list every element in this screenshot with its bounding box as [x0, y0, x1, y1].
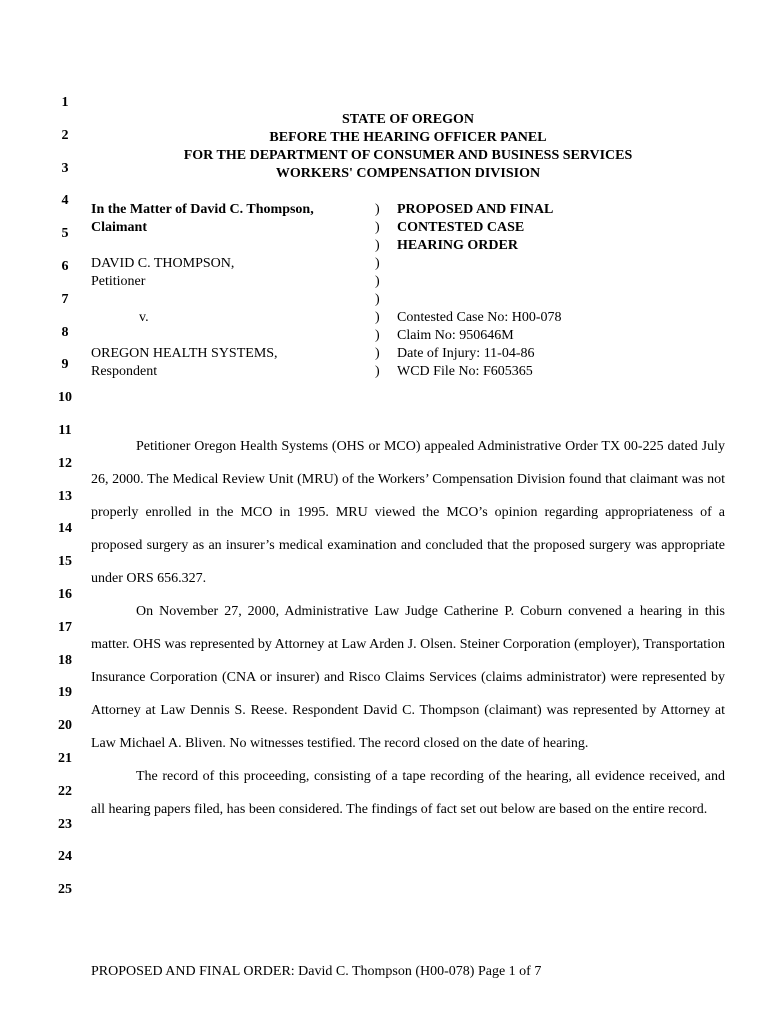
line-number: 3	[61, 161, 69, 176]
header-division: WORKERS' COMPENSATION DIVISION	[275, 166, 541, 181]
line-number: 19	[58, 685, 72, 700]
line-number: 4	[61, 193, 69, 208]
paren: )	[375, 310, 380, 325]
page-footer: PROPOSED AND FINAL ORDER: David C. Thompson (H00-078) Page 1 of 7	[91, 964, 542, 979]
line-number: 24	[58, 849, 72, 864]
line-number: 25	[58, 882, 72, 897]
order-title-line2: CONTESTED CASE	[397, 220, 525, 235]
header-state: STATE OF OREGON	[342, 112, 474, 127]
paren: )	[375, 202, 380, 217]
line-number: 2	[61, 128, 69, 143]
order-title-line3: HEARING ORDER	[397, 238, 518, 253]
line-number: 5	[61, 226, 69, 241]
line-number: 20	[58, 718, 72, 733]
claim-number: Claim No: 950646M	[397, 328, 514, 343]
caption-order-info	[397, 201, 727, 381]
paren: )	[375, 238, 380, 253]
respondent-name: OREGON HEALTH SYSTEMS,	[91, 346, 278, 361]
line-number: 17	[58, 620, 72, 635]
line-number: 14	[58, 521, 72, 536]
line-number: 9	[61, 357, 69, 372]
paren: )	[375, 256, 380, 271]
line-number: 23	[58, 817, 72, 832]
paragraph: Petitioner Oregon Health Systems (OHS or MCO) appealed Administrative Order TX 00-225 dated July 26, 2000. The Medical Review Unit (MRU) of the Workers’ Compensation Division found that claimant was not properly enrolled in the MCO in 1995. MRU viewed the MCO’s opinion regarding appropriateness of a proposed surgery as an insurer’s medical examination and concluded that the proposed surgery was appropriate under ORS 656.327.	[91, 439, 725, 586]
petitioner-role: Petitioner	[91, 274, 146, 289]
line-number: 7	[61, 292, 69, 307]
caption-parentheses	[375, 201, 385, 381]
line-number: 6	[61, 259, 69, 274]
case-number: Contested Case No: H00-078	[397, 310, 562, 325]
respondent-role: Respondent	[91, 364, 158, 379]
line-number: 21	[58, 751, 72, 766]
injury-date: Date of Injury: 11-04-86	[397, 346, 535, 361]
line-number: 10	[58, 390, 72, 405]
line-number: 16	[58, 587, 72, 602]
wcd-file-number: WCD File No: F605365	[397, 364, 533, 379]
caption-parties	[91, 201, 361, 381]
paren: )	[375, 274, 380, 289]
claimant-label: Claimant	[91, 220, 147, 235]
line-number: 22	[58, 784, 72, 799]
line-number: 13	[58, 489, 72, 504]
paren: )	[375, 364, 380, 379]
order-title-line1: PROPOSED AND FINAL	[397, 202, 554, 217]
paren: )	[375, 346, 380, 361]
document-header	[91, 111, 725, 183]
versus: v.	[139, 310, 149, 325]
paren: )	[375, 292, 380, 307]
line-number: 18	[58, 653, 72, 668]
matter-line: In the Matter of David C. Thompson,	[91, 202, 314, 217]
line-number: 12	[58, 456, 72, 471]
paren: )	[375, 220, 380, 235]
paragraph: The record of this proceeding, consisting of a tape recording of the hearing, all evidence received, and all hearing papers filed, has been considered. The findings of fact set out below are based on the entire record.	[91, 769, 725, 817]
header-panel: BEFORE THE HEARING OFFICER PANEL	[269, 130, 547, 145]
paragraph: On November 27, 2000, Administrative Law Judge Catherine P. Coburn convened a hearing in this matter. OHS was represented by Attorney at Law Arden J. Olsen. Steiner Corporation (employer), Transportation Insurance Corporation (CNA or insurer) and Risco Claims Services (claims administrator) were represented by Attorney at Law Dennis S. Reese. Respondent David C. Thompson (claimant) was represented by Attorney at Law Michael A. Bliven. No witnesses testified. The record closed on the date of hearing.	[91, 604, 725, 751]
paren: )	[375, 328, 380, 343]
petitioner-name: DAVID C. THOMPSON,	[91, 256, 235, 271]
line-number: 15	[58, 554, 72, 569]
line-number: 11	[58, 423, 72, 438]
document-body	[91, 430, 725, 826]
line-number: 8	[61, 325, 69, 340]
line-number: 1	[61, 95, 69, 110]
header-dept: FOR THE DEPARTMENT OF CONSUMER AND BUSINESS SERVICES	[183, 148, 633, 163]
